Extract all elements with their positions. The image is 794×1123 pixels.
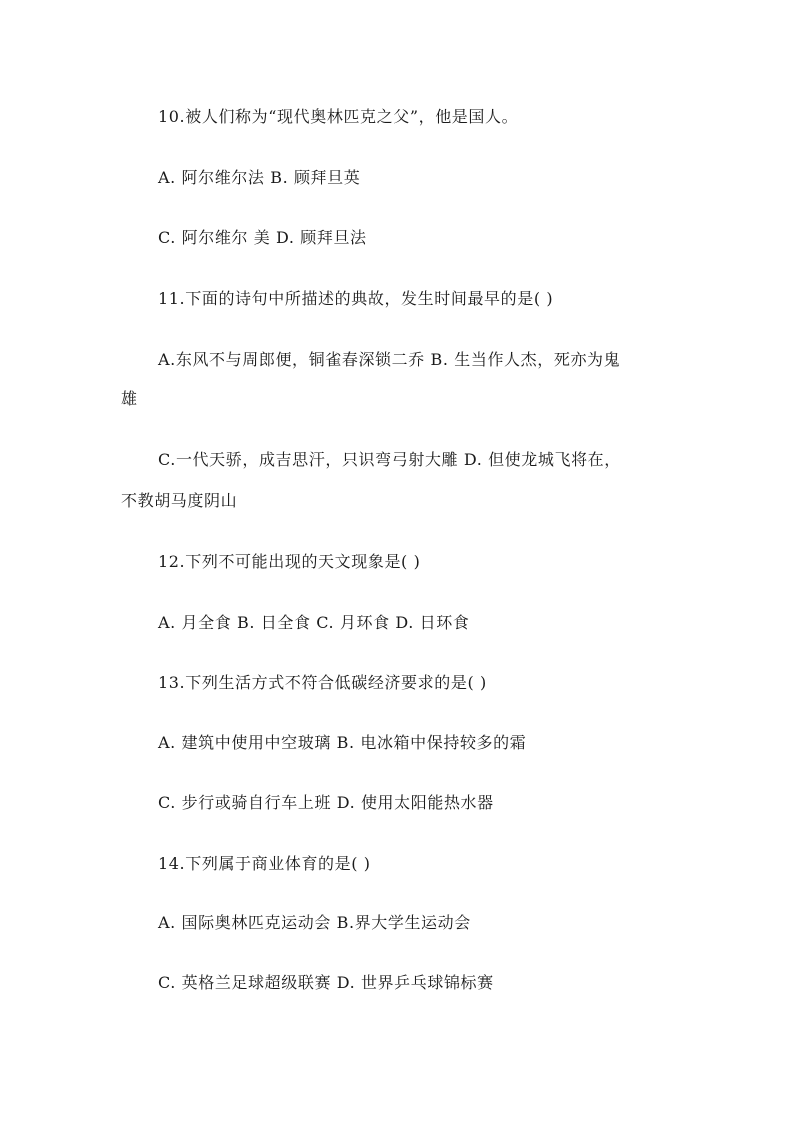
question-11-options-cd-continued: 不教胡马度阴山 xyxy=(121,491,238,510)
question-10-stem: 10.被人们称为“现代奥林匹克之父”，他是国人。 xyxy=(158,107,519,126)
question-12-stem: 12.下列不可能出现的天文现象是( ) xyxy=(158,552,421,571)
question-14-options-ab: A. 国际奥林匹克运动会 B.界大学生运动会 xyxy=(158,913,471,932)
question-10-options-ab: A. 阿尔维尔法 B. 顾拜旦英 xyxy=(158,168,361,187)
question-11-options-ab: A.东风不与周郎便，铜雀春深锁二乔 B. 生当作人杰，死亦为鬼 xyxy=(158,350,621,369)
question-14-options-cd: C. 英格兰足球超级联赛 D. 世界乒乓球锦标赛 xyxy=(158,973,494,992)
question-14-stem: 14.下列属于商业体育的是( ) xyxy=(158,854,371,873)
question-13-options-cd: C. 步行或骑自行车上班 D. 使用太阳能热水器 xyxy=(158,793,494,812)
question-12-options: A. 月全食 B. 日全食 C. 月环食 D. 日环食 xyxy=(158,613,470,632)
question-11-options-cd: C.一代天骄，成吉思汗，只识弯弓射大雕 D. 但使龙城飞将在， xyxy=(158,450,621,469)
question-11-options-ab-continued: 雄 xyxy=(121,389,138,408)
question-10-options-cd: C. 阿尔维尔 美 D. 顾拜旦法 xyxy=(158,228,367,247)
question-13-options-ab: A. 建筑中使用中空玻璃 B. 电冰箱中保持较多的霜 xyxy=(158,733,527,752)
question-13-stem: 13.下列生活方式不符合低碳经济要求的是( ) xyxy=(158,673,487,692)
question-11-stem: 11.下面的诗句中所描述的典故，发生时间最早的是( ) xyxy=(158,289,554,308)
